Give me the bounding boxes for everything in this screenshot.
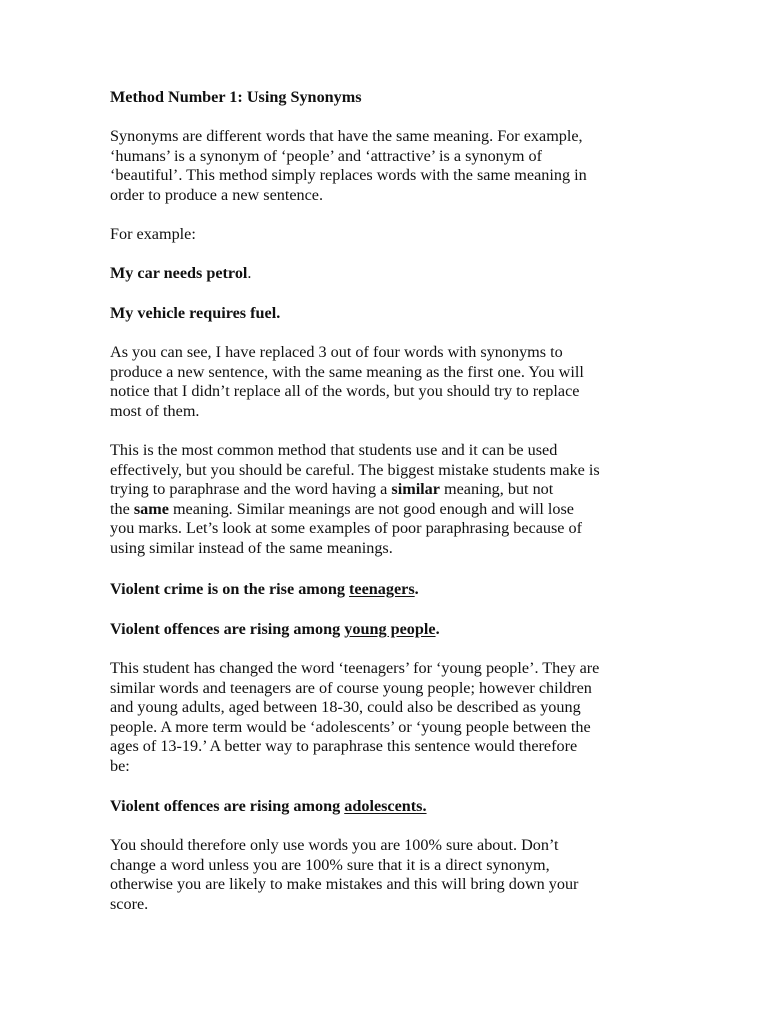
text-line: otherwise you are likely to make mistakes and this will bring down your: [110, 875, 579, 894]
example-1-text: My car needs petrol: [110, 264, 248, 282]
text-line: You should therefore only use words you are 100% sure about. Don’t: [110, 836, 559, 854]
text-line: ‘humans’ is a synonym of ‘people’ and ‘attractive’ is a synonym of: [110, 146, 542, 165]
text-line: For example:: [110, 225, 196, 243]
underlined-word: young people: [344, 620, 436, 638]
example-sentence-5: [110, 797, 670, 817]
example-1-period: .: [247, 264, 252, 282]
text-line: produce a new sentence, with the same meaning as the first one. You will: [110, 362, 584, 381]
text-segment: meaning, but not: [439, 480, 554, 499]
text-segment: .: [435, 620, 440, 638]
paragraph-common-method: [110, 441, 670, 559]
heading-text: Method Number 1: Using Synonyms: [110, 88, 362, 106]
text-line: most of them.: [110, 401, 200, 420]
text-line: This student has changed the word ‘teenagers’ for ‘young people’. They are: [110, 659, 600, 677]
text-line: be:: [110, 756, 130, 775]
text-line: As you can see, I have replaced 3 out of four words with synonyms to: [110, 343, 563, 361]
text-line: change a word unless you are 100% sure that it is a direct synonym,: [110, 855, 550, 874]
text-line: Synonyms are different words that have the same meaning. For example,: [110, 127, 583, 145]
text-line: [110, 500, 670, 520]
paragraph-explanation: [110, 343, 670, 421]
text-line: you marks. Let’s look at some examples of poor paraphrasing because of: [110, 519, 582, 538]
text-line: and young adults, aged between 18-30, could also be described as young: [110, 698, 581, 717]
text-line: score.: [110, 894, 149, 913]
text-line: This is the most common method that students use and it can be used: [110, 441, 558, 459]
method-heading: [110, 88, 670, 108]
paragraph-analysis: [110, 659, 670, 777]
example-sentence-1: [110, 264, 670, 284]
example-2-text: My vehicle requires fuel.: [110, 304, 281, 322]
text-line: effectively, but you should be careful. The biggest mistake students make is: [110, 460, 600, 479]
example-sentence-3: [110, 580, 670, 600]
example-sentence-4: [110, 620, 670, 640]
text-line: ages of 13-19.’ A better way to paraphrase this sentence would therefore: [110, 737, 578, 756]
text-line: order to produce a new sentence.: [110, 185, 324, 204]
text-line: [110, 480, 670, 500]
example-sentence-2: [110, 304, 670, 324]
text-line: using similar instead of the same meanings.: [110, 538, 393, 557]
emphasis-similar: similar: [391, 480, 440, 499]
underlined-word: adolescents.: [344, 797, 427, 815]
text-segment: trying to paraphrase and the word having a: [110, 480, 392, 499]
text-line: people. A more term would be ‘adolescents’ or ‘young people between the: [110, 717, 591, 736]
underlined-word: teenagers: [349, 580, 415, 598]
text-segment: Violent offences are rising among: [110, 797, 345, 815]
text-line: notice that I didn’t replace all of the words, but you should try to replace: [110, 382, 580, 401]
paragraph-synonyms-definition: [110, 127, 670, 205]
text-segment: the: [110, 499, 134, 518]
text-line: ‘beautiful’. This method simply replaces words with the same meaning in: [110, 166, 587, 185]
text-segment: Violent crime is on the rise among: [110, 580, 350, 598]
text-segment: .: [414, 580, 419, 598]
text-line: similar words and teenagers are of course young people; however children: [110, 678, 592, 697]
for-example-label: [110, 225, 670, 245]
text-segment: Violent offences are rising among: [110, 620, 345, 638]
text-segment: meaning. Similar meanings are not good enough and will lose: [168, 499, 574, 518]
emphasis-same: same: [133, 499, 169, 518]
paragraph-conclusion: [110, 836, 670, 914]
